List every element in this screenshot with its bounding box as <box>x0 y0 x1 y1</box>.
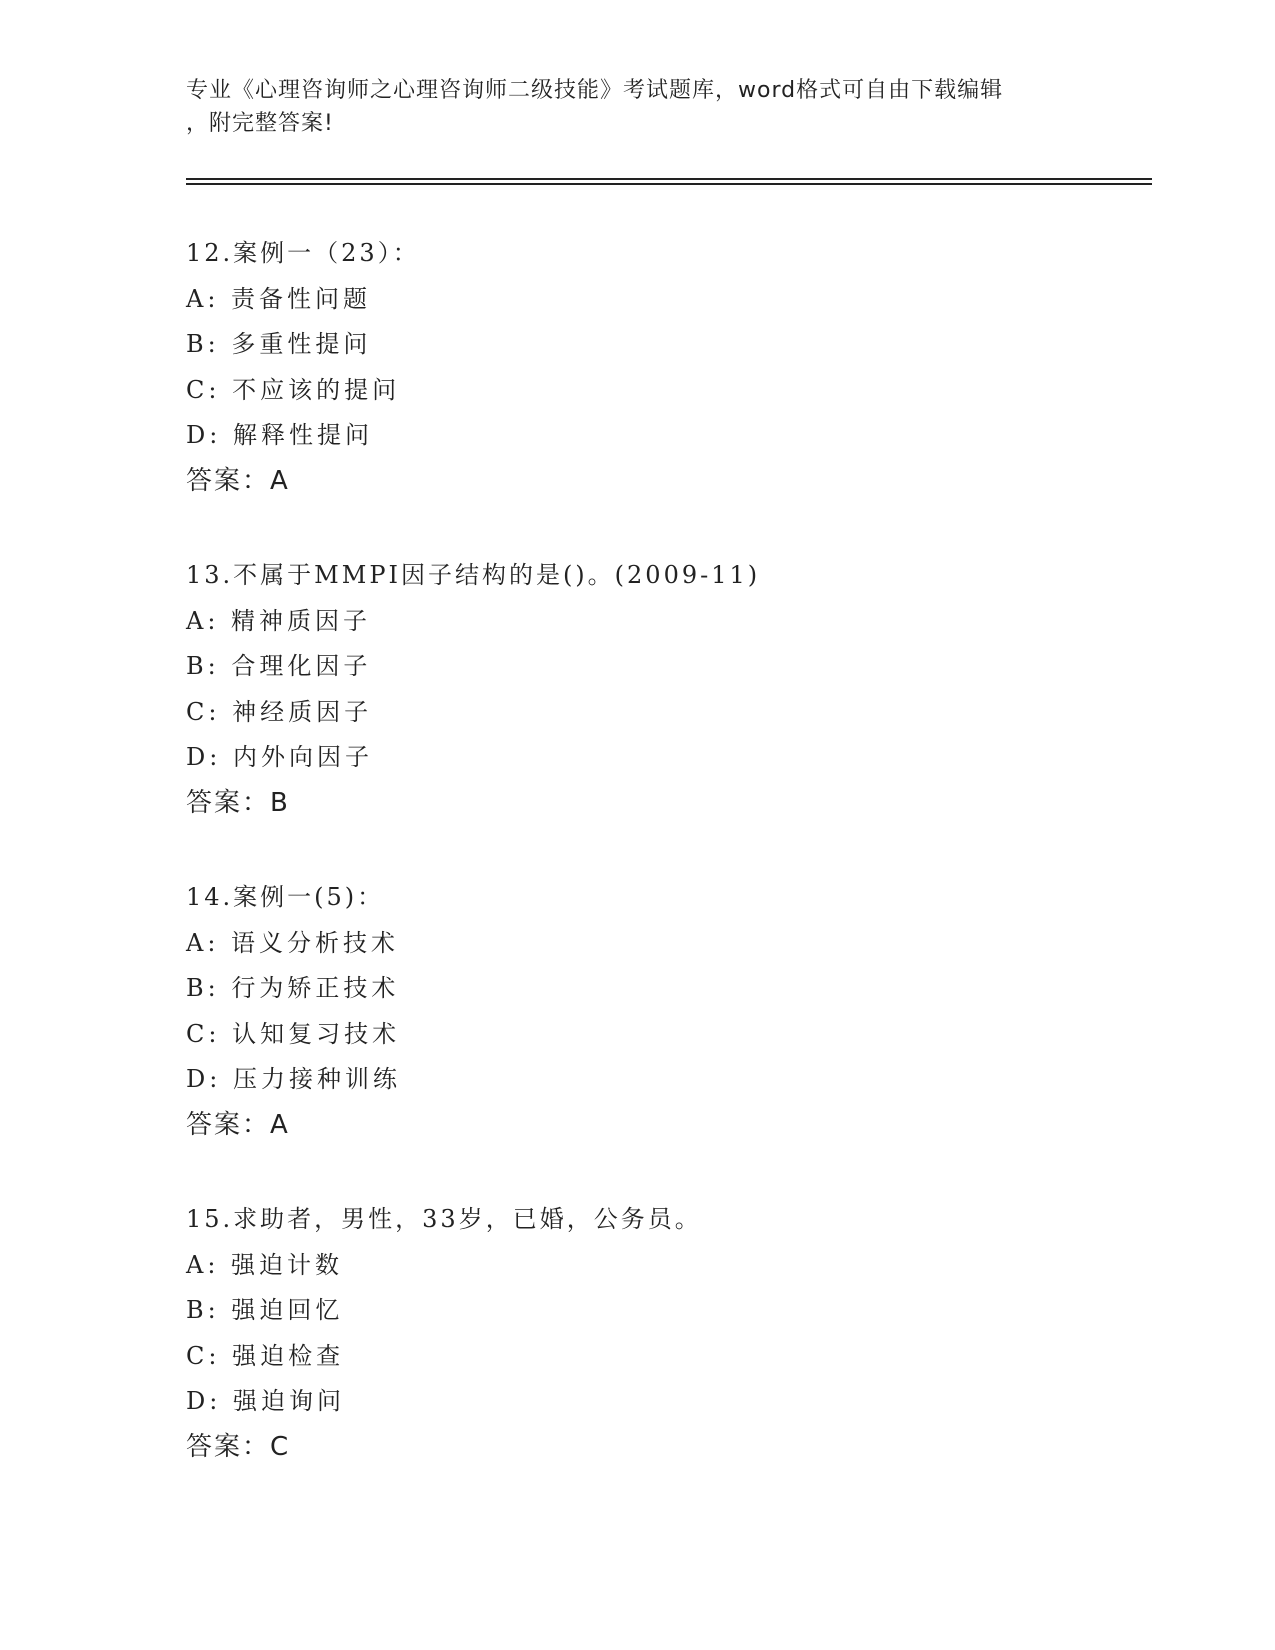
question-title: 12.案例一（23）： <box>186 239 420 267</box>
option-b: B: 强迫回忆 <box>186 1296 344 1324</box>
option-b: B: 合理化因子 <box>186 652 372 680</box>
answer-line <box>186 1425 1146 1471</box>
answer-label: 答案： <box>186 787 271 818</box>
option-d: D: 内外向因子 <box>186 743 373 771</box>
answer-value: A <box>270 465 289 496</box>
answer-label: 答案： <box>186 1431 271 1462</box>
answer-value: A <box>270 1109 289 1140</box>
question-block <box>186 875 1146 1148</box>
option-b: B: 行为矫正技术 <box>186 974 400 1002</box>
option-d: D: 解释性提问 <box>186 421 373 449</box>
option-c: C: 不应该的提问 <box>186 375 401 404</box>
answer-line <box>186 1103 1146 1149</box>
answer-line <box>186 459 1146 505</box>
question-title: 15.求助者，男性，33岁，已婚，公务员。 <box>186 1205 702 1233</box>
header-divider-top <box>186 178 1152 180</box>
answer-label: 答案： <box>186 1109 271 1140</box>
answer-value: B <box>270 787 289 818</box>
option-a: A: 强迫计数 <box>186 1250 344 1279</box>
option-a: A: 责备性问题 <box>186 284 372 313</box>
header-divider-bottom <box>186 183 1152 185</box>
answer-line <box>186 781 1146 827</box>
question-title: 13.不属于MMPI因子结构的是()。(2009-11) <box>186 561 761 589</box>
option-a: A: 精神质因子 <box>186 606 372 635</box>
document-header <box>186 74 1086 140</box>
header-line-2: ，附完整答案! <box>186 111 334 136</box>
question-title: 14.案例一(5)： <box>186 883 385 911</box>
option-c: C: 认知复习技术 <box>186 1019 401 1048</box>
option-a: A: 语义分析技术 <box>186 928 400 957</box>
option-b: B: 多重性提问 <box>186 330 372 358</box>
option-d: D: 压力接种训练 <box>186 1065 401 1093</box>
answer-value: C <box>270 1431 290 1462</box>
question-block <box>186 1197 1146 1470</box>
option-c: C: 神经质因子 <box>186 697 373 726</box>
question-block <box>186 553 1146 826</box>
option-c: C: 强迫检查 <box>186 1341 345 1370</box>
question-block <box>186 231 1146 504</box>
header-line-1: 专业《心理咨询师之心理咨询师二级技能》考试题库，word格式可自由下载编辑 <box>186 78 1004 103</box>
option-d: D: 强迫询问 <box>186 1387 345 1415</box>
answer-label: 答案： <box>186 465 271 496</box>
